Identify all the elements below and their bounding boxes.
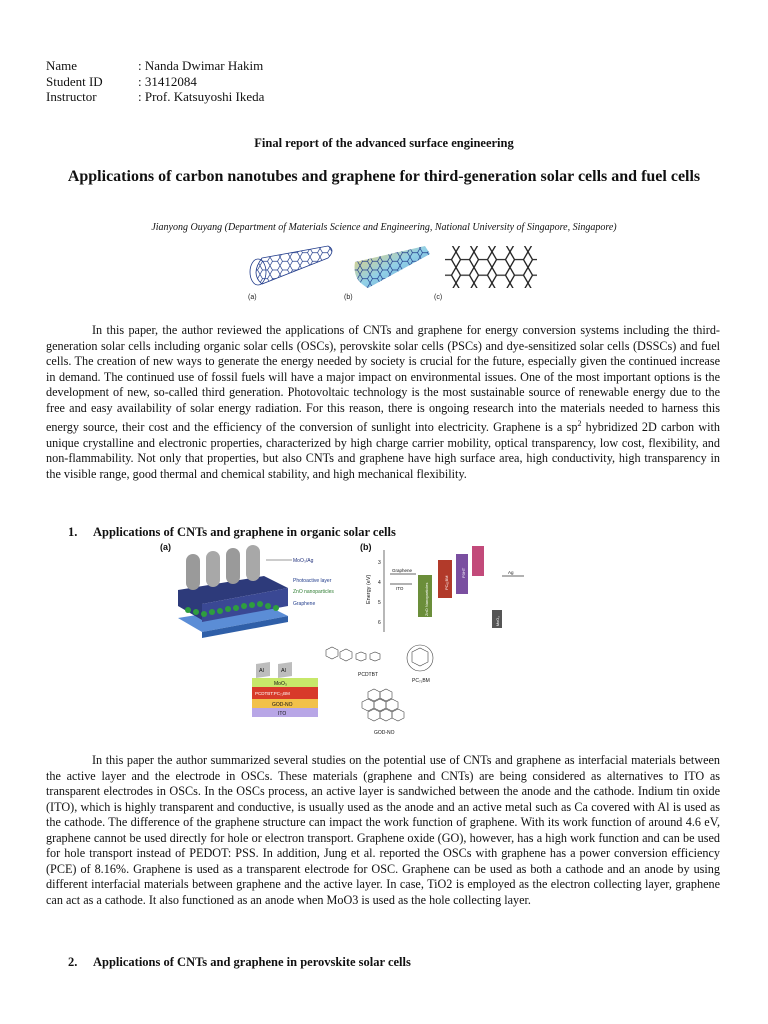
- section-heading-1: [68, 525, 396, 540]
- layer-label-active: Photoactive layer: [293, 578, 332, 584]
- carbon-structures-image: [240, 244, 540, 304]
- band-label-graphene: Graphene: [392, 568, 413, 573]
- band-label-p3ht: P3HT: [461, 567, 466, 578]
- stack-label-al: Al: [259, 668, 264, 674]
- info-value: : 31412084: [138, 73, 197, 89]
- stack-label-ito: ITO: [278, 711, 287, 717]
- paper-title: Applications of carbon nanotubes and graphene for third-generation solar cells and fuel cells: [67, 168, 701, 185]
- info-row-instructor: [46, 89, 264, 105]
- info-label: Student ID: [46, 73, 103, 89]
- y-tick: 3: [378, 560, 381, 566]
- device-schematic: [178, 545, 288, 638]
- stack-label-active: PCDTBT:PC₇₁BM: [255, 691, 290, 696]
- section-title: Applications of CNTs and graphene in organic solar cells: [93, 525, 396, 539]
- paragraph-intro-text-cont: hybridized 2D carbon with unique crystalline and electronic properties, characterized by high charge carrier mobility, optical transparency, low cost, flexibility, and non-flammability. Not only that properties, but also CNTs and graphene have high surface area, high conductivity, high transparency in the visible range, good thermal and chemical stability, and high mechanical flexibility.: [46, 420, 720, 481]
- band-label-pcbm: PC₆₁BM: [444, 575, 449, 590]
- paragraph-osc: [46, 753, 720, 908]
- info-label: Name: [46, 58, 78, 73]
- section-heading-2: [68, 955, 411, 970]
- figure-caption-a: (a): [248, 294, 257, 301]
- layer-stack: [252, 662, 318, 717]
- label-god-no: GOD-NO: [374, 730, 395, 736]
- section-title: Applications of CNTs and graphene in perovskite solar cells: [93, 955, 411, 969]
- figure-caption-c: (c): [434, 294, 443, 301]
- student-info: [46, 58, 264, 105]
- nanotube-b: [355, 246, 430, 288]
- panel-a-label: (a): [160, 542, 171, 552]
- graphene-lattice-c: [445, 246, 537, 288]
- stack-label-moo3: MoO₃: [274, 681, 287, 687]
- label-pcbm: PC₇₁BM: [412, 678, 430, 684]
- stack-label-god-no: GOD-NO: [272, 702, 293, 708]
- info-value: : Prof. Katsuyoshi Ikeda: [138, 89, 265, 104]
- layer-label-graphene: Graphene: [293, 601, 316, 607]
- figure-carbon-structures: [240, 244, 540, 304]
- figure-osc-device: [156, 540, 536, 640]
- paragraph-intro-text: In this paper, the author reviewed the applications of CNTs and graphene for energy conversion systems including the third-generation solar cells including organic solar cells (OSCs), perovskite solar cells (PSCs) and dye-sensitized solar cells (DSSCs) and fuel cells. The creation of new ways to generate the energy needed by society is crucial for the future, especially given the continued increase in demand. The continued use of fossil fuels will have a major impact on environmental issues. One of the most important options is the development of new, so-called third generation. Photovoltaic technology is the most sustainable source of renewable energy due to the free and easy availability of solar energy radiation. For this reason, there is ongoing research into the materials needed to harness this energy source, their cost and the efficiency of the conversion of sunlight into electricity. Graphene is a sp: [46, 323, 720, 435]
- paragraph-intro: [46, 323, 720, 482]
- panel-b-label: (b): [360, 542, 372, 552]
- y-axis-label: Energy (eV): [366, 574, 372, 604]
- band-label-zno: ZnO Nanoparticles: [424, 582, 429, 616]
- osc-device-figure: [156, 540, 536, 640]
- figure-caption-b: (b): [344, 294, 353, 301]
- section-number: 2.: [68, 955, 78, 969]
- y-tick: 6: [378, 620, 381, 626]
- band-label-ito: ITO: [396, 586, 404, 591]
- layer-label-moo3: MoO₃/Ag: [293, 558, 314, 564]
- band-label-ag: Ag: [508, 570, 514, 575]
- band-label-moo3: MoO₃: [496, 616, 500, 626]
- info-row-name: [46, 58, 264, 74]
- label-pcdtbt: PCDTBT: [358, 672, 378, 678]
- info-row-student-id: [46, 74, 264, 90]
- author-affiliation: Jianyong Ouyang (Department of Materials Science and Engineering, National University of Singapore, Singapore): [151, 222, 617, 233]
- info-value: : Nanda Dwimar Hakim: [138, 58, 264, 73]
- section-number: 1.: [68, 525, 78, 539]
- info-label: Instructor: [46, 89, 97, 104]
- nanotube-a: [250, 246, 332, 285]
- y-tick: 5: [378, 600, 381, 606]
- energy-diagram: [366, 546, 524, 632]
- y-tick: 4: [378, 580, 381, 586]
- layer-label-zno: ZnO nanoparticles: [293, 589, 334, 595]
- stack-label-al: Al: [281, 668, 286, 674]
- paragraph-osc-text: In this paper the author summarized several studies on the potential use of CNTs and graphene as interfacial materials between the active layer and the electrode in OSCs. These materials (graphene and CNTs) are being considered as alternatives to ITO as transparent electrodes in OSCs. In the OSCs process, an active layer is sandwiched between the anode and the cathode. Indium tin oxide (ITO), which is highly transparent and conductive, is usually used as the anode and an active metal such as Ca covered with Al is used as the cathode. The difference of the graphene structure can impact the work function of graphene. With its work function of around 4.6 eV, graphene cannot be used directly for hole or electron transport. Graphene oxide (GO), however, has a high work function and can be used for hole transport instead of PEDOT: PSS. In addition, Jung et al. reported the OSCs with graphene has a power conversion efficiency (PCE) of 8.16%. Graphene is used as a transparent electrode for OSC. Graphene can be used as both a cathode and an anode by using different interfacial materials between graphene and the active layer. In case, TiO2 is employed as the electron collecting layer, graphene can act as a cathode. It also functioned as an anode when MoO3 is used as the hole collecting layer.: [46, 753, 720, 907]
- figure-god-no-device: [248, 642, 448, 738]
- report-label: Final report of the advanced surface engineering: [254, 136, 514, 150]
- god-no-device-figure: [248, 642, 448, 738]
- superscript: 2: [577, 419, 582, 428]
